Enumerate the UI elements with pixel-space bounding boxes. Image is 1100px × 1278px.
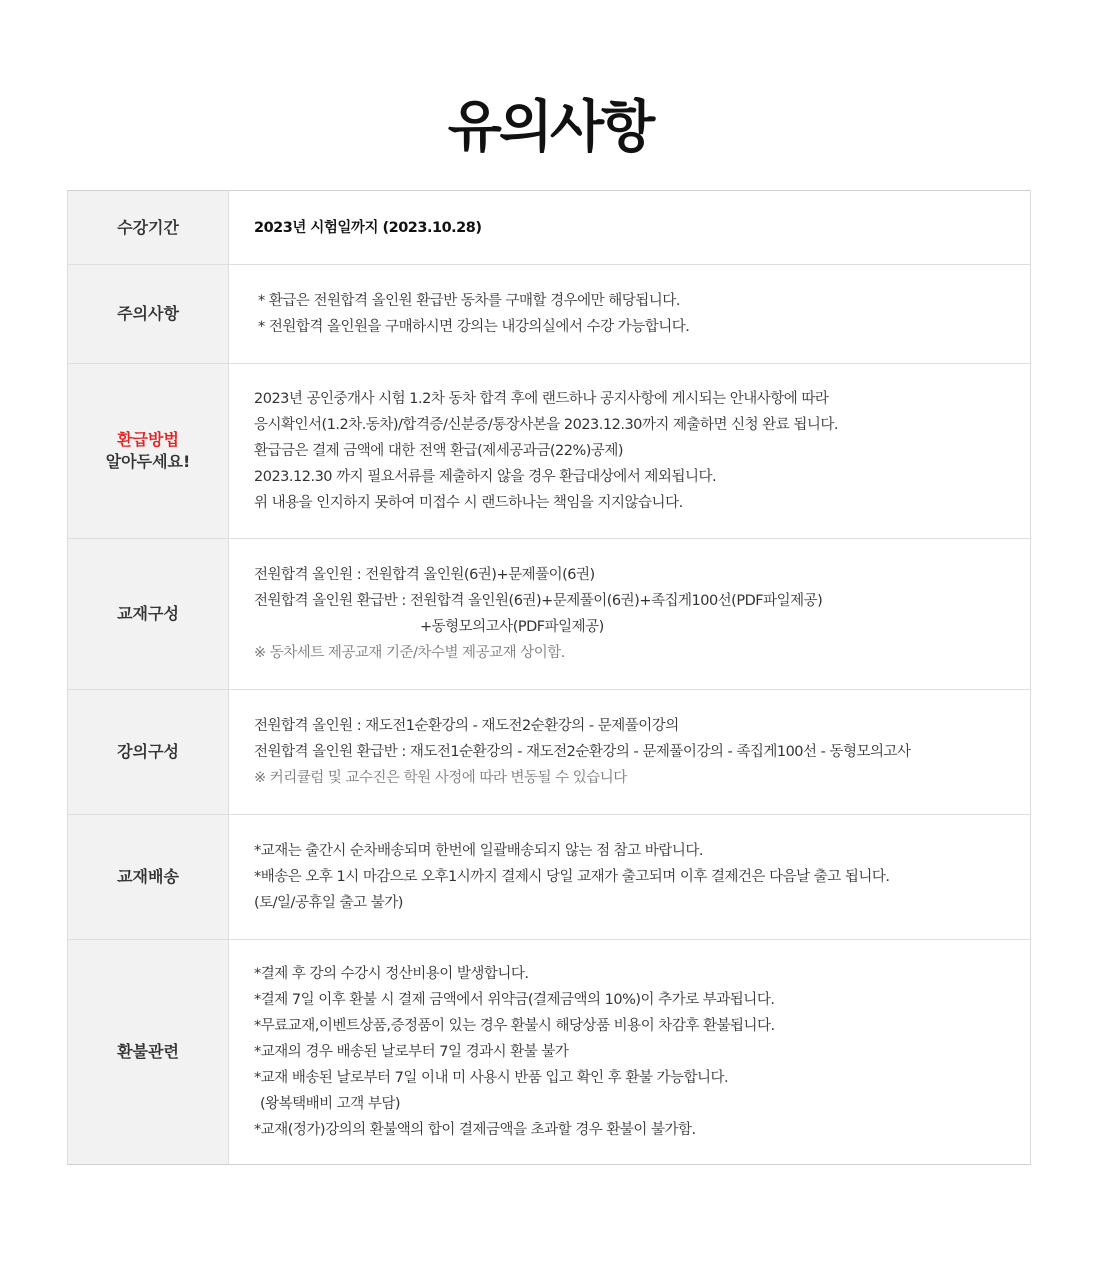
lectures-label: 강의구성 bbox=[68, 690, 229, 815]
books-content bbox=[229, 539, 1031, 690]
refund-method-line: 응시확인서(1.2차.동차)/합격증/신분증/통장사본을 2023.12.30까지 제출하면 신청 완료 됩니다. bbox=[254, 417, 839, 433]
books-row bbox=[68, 539, 1031, 690]
refund-method-line: 위 내용을 인지하지 못하여 미접수 시 랜드하나는 책임을 지지않습니다. bbox=[254, 495, 683, 511]
period-row bbox=[68, 191, 1031, 265]
page-title: 유의사항 bbox=[447, 95, 653, 160]
books-label: 교재구성 bbox=[68, 539, 229, 690]
refund-line: *교재(정가)강의의 환불액의 합이 결제금액을 초과할 경우 환불이 불가함. bbox=[254, 1122, 696, 1138]
caution-line: * 환급은 전원합격 올인원 환급반 동차를 구매할 경우에만 해당됩니다. bbox=[258, 293, 680, 309]
period-content bbox=[229, 191, 1031, 265]
delivery-line: *교재는 출간시 순차배송되며 한번에 일괄배송되지 않는 점 참고 바랍니다. bbox=[254, 843, 703, 859]
lectures-row bbox=[68, 690, 1031, 815]
period-label: 수강기간 bbox=[68, 191, 229, 265]
books-line: 전원합격 올인원 환급반 : 전원합격 올인원(6권)+문제풀이(6권)+족집게100선(PDF파일제공) bbox=[254, 593, 823, 609]
delivery-label: 교재배송 bbox=[68, 815, 229, 940]
refund-method-line: 2023.12.30 까지 필요서류를 제출하지 않을 경우 환급대상에서 제외됩니다. bbox=[254, 469, 717, 485]
refund-method-label-sub: 알아두세요! bbox=[105, 452, 191, 471]
refund-line: *교재 배송된 날로부터 7일 이내 미 사용시 반품 입고 확인 후 환불 가능합니다. bbox=[254, 1070, 729, 1086]
delivery-line: *배송은 오후 1시 마감으로 오후1시까지 결제시 당일 교재가 출고되며 이후 결제건은 다음날 출고 됩니다. bbox=[254, 869, 890, 885]
refund-content bbox=[229, 940, 1031, 1165]
lectures-content bbox=[229, 690, 1031, 815]
caution-label: 주의사항 bbox=[68, 265, 229, 364]
books-note: ※ 동차세트 제공교재 기준/차수별 제공교재 상이함. bbox=[254, 645, 565, 661]
refund-line: *결제 후 강의 수강시 정산비용이 발생합니다. bbox=[254, 966, 529, 982]
delivery-line: (토/일/공휴일 출고 불가) bbox=[254, 895, 403, 911]
refund-label: 환불관련 bbox=[68, 940, 229, 1165]
refund-method-line: 환급금은 결제 금액에 대한 전액 환급(제세공과금(22%)공제) bbox=[254, 443, 624, 459]
lectures-line: 전원합격 올인원 : 재도전1순환강의 - 재도전2순환강의 - 문제풀이강의 bbox=[254, 718, 679, 734]
refund-method-line: 2023년 공인중개사 시험 1.2차 동차 합격 후에 랜드하나 공지사항에 게시되는 안내사항에 따라 bbox=[254, 391, 829, 407]
caution-line: * 전원합격 올인원을 구매하시면 강의는 내강의실에서 수강 가능합니다. bbox=[258, 319, 690, 335]
caution-content bbox=[229, 265, 1031, 364]
caution-row bbox=[68, 265, 1031, 364]
period-text: 2023년 시험일까지 (2023.10.28) bbox=[254, 219, 482, 236]
notice-table bbox=[67, 190, 1031, 1165]
delivery-row bbox=[68, 815, 1031, 940]
refund-line: *결제 7일 이후 환불 시 결제 금액에서 위약금(결제금액의 10%)이 추가로 부과됩니다. bbox=[254, 992, 775, 1008]
lectures-line: 전원합격 올인원 환급반 : 재도전1순환강의 - 재도전2순환강의 - 문제풀이강의 - 족집게100선 - 동형모의고사 bbox=[254, 744, 911, 760]
refund-line: *교재의 경우 배송된 날로부터 7일 경과시 환불 불가 bbox=[254, 1044, 569, 1060]
refund-method-label bbox=[68, 364, 229, 539]
lectures-note: ※ 커리큘럼 및 교수진은 학원 사정에 따라 변동될 수 있습니다 bbox=[254, 770, 627, 786]
refund-line: (왕복택배비 고객 부담) bbox=[260, 1096, 401, 1112]
refund-method-row bbox=[68, 364, 1031, 539]
books-line: 전원합격 올인원 : 전원합격 올인원(6권)+문제풀이(6권) bbox=[254, 567, 595, 583]
delivery-content bbox=[229, 815, 1031, 940]
refund-method-label-highlight: 환급방법 bbox=[117, 430, 179, 449]
refund-line: *무료교재,이벤트상품,증정품이 있는 경우 환불시 해당상품 비용이 차감후 환불됩니다. bbox=[254, 1018, 775, 1034]
books-line: +동형모의고사(PDF파일제공) bbox=[420, 619, 604, 635]
refund-row bbox=[68, 940, 1031, 1165]
refund-method-content bbox=[229, 364, 1031, 539]
